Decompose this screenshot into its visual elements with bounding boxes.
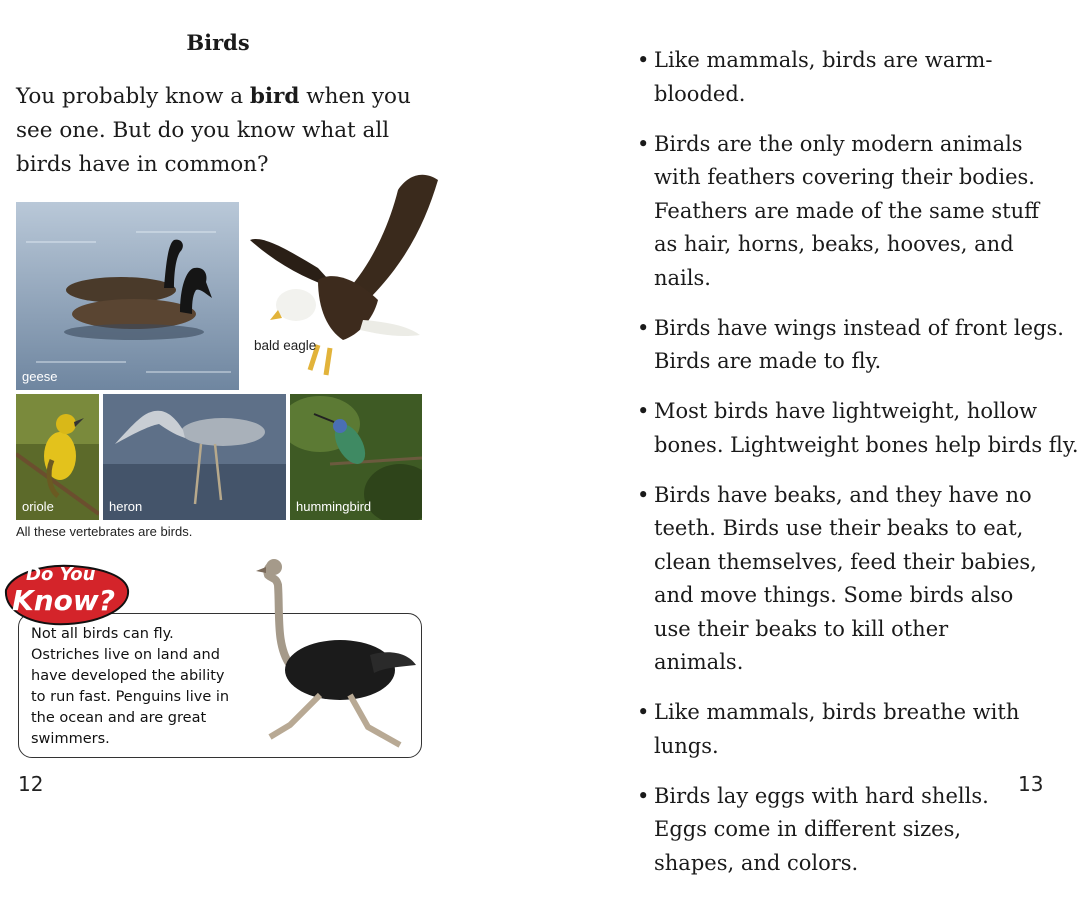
oriole-caption: oriole — [22, 499, 54, 514]
heron-caption: heron — [109, 499, 143, 514]
do-you-know-text: Not all birds can fly. Ostriches live on land and have developed the ability to run fast. Penguins live in the ocean and are great swimmers. — [31, 626, 230, 747]
bullet-item: • Birds have wings instead of front legs. Birds are made to fly. — [637, 315, 1064, 373]
figure-caption: All these vertebrates are birds. — [16, 524, 193, 539]
ostrich-illustration — [250, 555, 420, 755]
badge-line1: Do You — [26, 564, 96, 585]
geese-photo — [16, 202, 239, 390]
bullet-list — [637, 44, 1077, 897]
hummingbird-caption: hummingbird — [296, 499, 372, 514]
bullet-item: • Birds have beaks, and they have no teeth. Birds use their beaks to eat, clean themselves, feed their babies, and move things. Some birds also use their beaks to kill other animals. — [637, 482, 1037, 674]
badge-line2: Know? — [12, 584, 115, 617]
bullet-item: • Birds lay eggs with hard shells. Eggs come in different sizes, shapes, and colors. — [637, 783, 989, 875]
geese-caption: geese — [22, 369, 58, 384]
page-title: Birds — [186, 30, 250, 55]
oriole-photo — [16, 394, 99, 520]
bullet-item: • Like mammals, birds breathe with lungs. — [637, 700, 1020, 758]
do-you-know-badge — [2, 560, 132, 628]
bald-eagle-caption: bald eagle — [254, 338, 317, 353]
intro-paragraph: You probably know a bird when you see one. But do you know what all birds have in common? — [16, 84, 411, 177]
bullet-item: • Birds are the only modern animals with feathers covering their bodies. Feathers are made of the same stuff as hair, horns, beaks, hooves, and nails. — [637, 131, 1040, 290]
page-number-right: 13 — [1018, 772, 1044, 796]
hummingbird-photo — [290, 394, 422, 520]
bullet-item: • Like mammals, birds are warm-blooded. — [637, 48, 993, 106]
page-number-left: 12 — [18, 772, 44, 796]
heron-photo — [103, 394, 286, 520]
bullet-item: • Most birds have lightweight, hollow bones. Lightweight bones help birds fly. — [637, 399, 1079, 457]
